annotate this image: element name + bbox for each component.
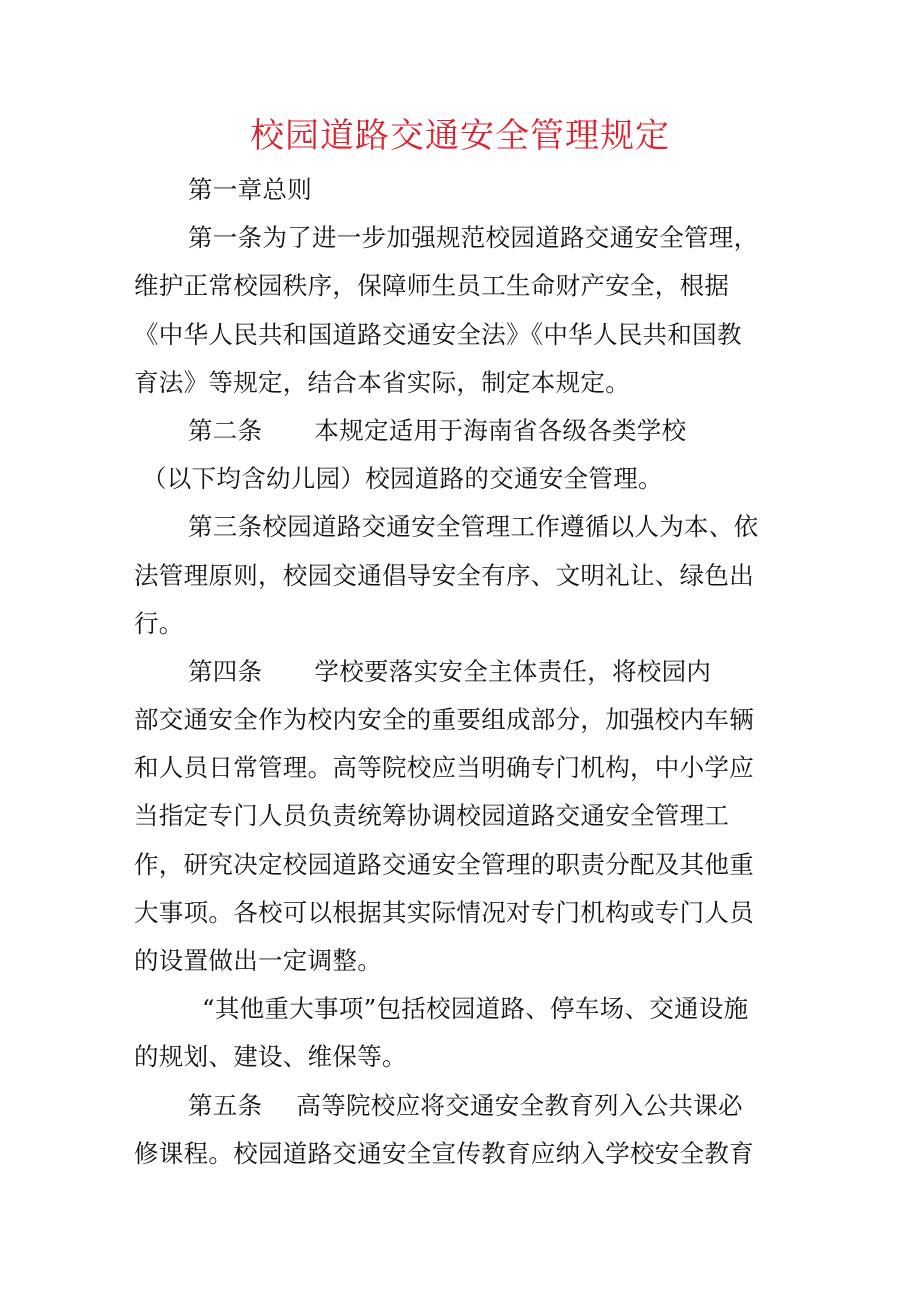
article-4-line-4: 当指定专门人员负责统筹协调校园道路交通安全管理工 (134, 801, 730, 831)
article-4-note-line-1: “其他重大事项”包括校园道路、停车场、交通设施 (202, 994, 749, 1024)
article-2-text: 本规定适用于海南省各级各类学校 (314, 415, 687, 445)
article-4-line-3: 和人员日常管理。高等院校应当明确专门机构，中小学应 (134, 753, 754, 783)
article-1-line-2: 维护正常校园秩序，保障师生员工生命财产安全，根据 (134, 271, 730, 301)
article-1-line-4: 育法》等规定，结合本省实际，制定本规定。 (134, 367, 630, 397)
article-3-line-3: 行。 (134, 608, 184, 638)
article-2-line-2: （以下均含幼儿园）校园道路的交通安全管理。 (142, 464, 663, 494)
article-3-line-2: 法管理原则，校园交通倡导安全有序、文明礼让、绿色出 (134, 560, 754, 590)
article-2-line-1 (134, 407, 794, 455)
article-2-label: 第二条 (188, 415, 263, 445)
article-4-line-6: 大事项。各校可以根据其实际情况对专门机构或专门人员 (134, 897, 754, 927)
article-4-note-line-2: 的规划、建设、维保等。 (134, 1042, 407, 1072)
article-5-label: 第五条 (188, 1090, 263, 1120)
article-4-line-7: 的设置做出一定调整。 (134, 946, 382, 975)
document-title: 校园道路交通安全管理规定 (250, 116, 670, 156)
article-4-text: 学校要落实安全主体责任，将校园内 (314, 656, 712, 686)
article-4-line-5: 作，研究决定校园道路交通安全管理的职责分配及其他重 (134, 849, 754, 879)
article-5-line-2: 修课程。校园道路交通安全宣传教育应纳入学校安全教育 (134, 1138, 754, 1168)
article-1-line-3: 《中华人民共和国道路交通安全法》《中华人民共和国教 (134, 319, 742, 349)
article-5-text: 高等院校应将交通安全教育列入公共课必 (296, 1090, 743, 1120)
document-body (134, 166, 794, 1178)
article-4-label: 第四条 (188, 656, 263, 686)
article-4-line-2: 部交通安全作为校内安全的重要组成部分，加强校内车辆 (134, 705, 754, 735)
article-5-line-1 (134, 1082, 794, 1130)
article-4-line-1 (134, 648, 794, 696)
article-3-line-1: 第三条校园道路交通安全管理工作遵循以人为本、依 (188, 512, 759, 542)
article-1-line-1: 第一条为了进一步加强规范校园道路交通安全管理， (188, 223, 759, 253)
chapter-heading: 第一章总则 (188, 175, 312, 204)
